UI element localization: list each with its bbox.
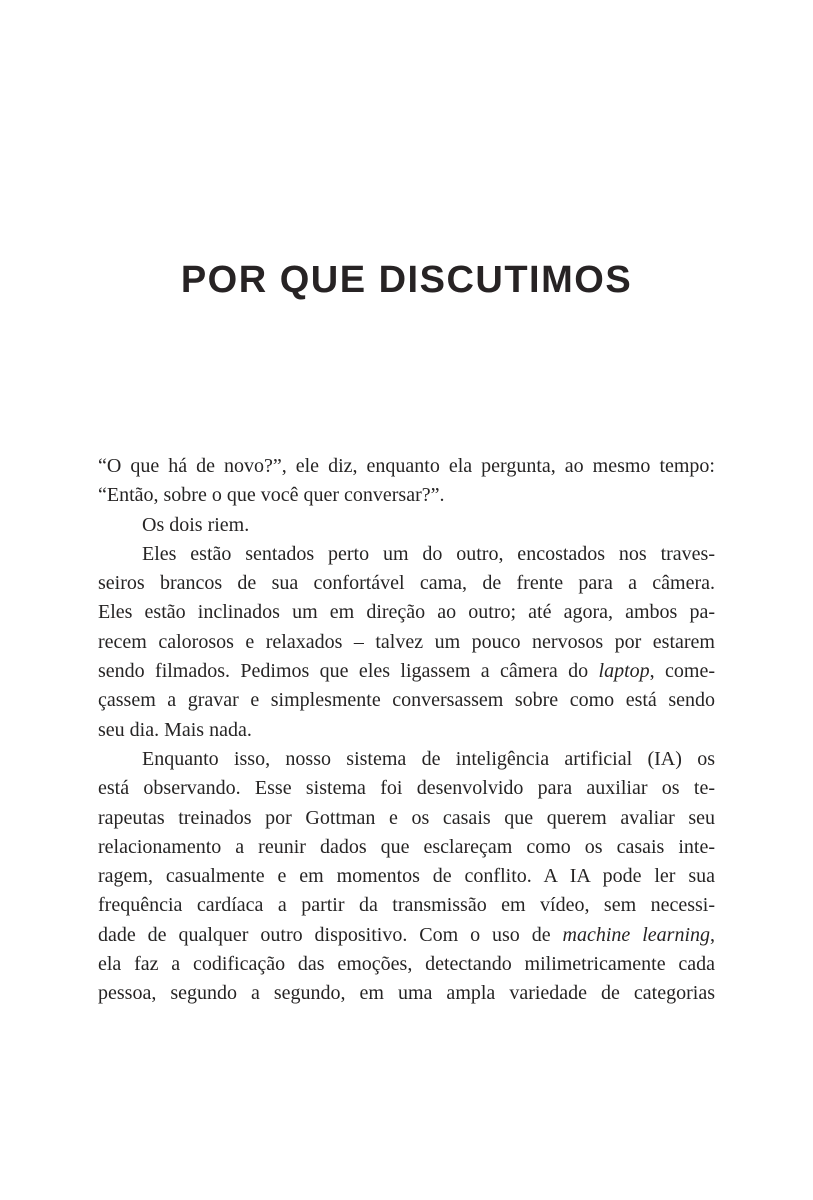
text-line: pessoa, segundo a segundo, em uma ampla variedade de categorias: [98, 982, 715, 1005]
text-line: dade de qualquer outro dispositivo. Com o uso de machine learning,: [98, 923, 715, 946]
italic-term: machine learning: [562, 923, 711, 946]
text-line: Eles estão sentados perto um do outro, encostados nos traves-: [142, 542, 715, 565]
text-line: çassem a gravar e simplesmente conversassem sobre como está sendo: [98, 689, 715, 712]
text-line: rapeutas treinados por Gottman e os casais que querem avaliar seu: [98, 806, 715, 829]
text-line: Eles estão inclinados um em direção ao outro; até agora, ambos pa-: [98, 601, 715, 624]
text-line: recem calorosos e relaxados – talvez um pouco nervosos por estarem: [98, 630, 715, 653]
text-line: seiros brancos de sua confortável cama, de frente para a câmera.: [98, 572, 715, 595]
text-line: “Então, sobre o que você quer conversar?”.: [98, 484, 445, 507]
text-line: está observando. Esse sistema foi desenvolvido para auxiliar os te-: [98, 777, 715, 800]
text-line: seu dia. Mais nada.: [98, 718, 252, 741]
body-text: [98, 452, 715, 1009]
text-line: relacionamento a reunir dados que esclareçam como os casais inte-: [98, 835, 715, 858]
chapter-title: POR QUE DISCUTIMOS: [180, 259, 633, 301]
italic-term: laptop: [598, 660, 650, 683]
text-line: frequência cardíaca a partir da transmissão em vídeo, sem necessi-: [98, 894, 715, 917]
text-line: ela faz a codificação das emoções, detectando milimetricamente cada: [98, 953, 715, 976]
text-line: sendo filmados. Pedimos que eles ligassem a câmera do laptop, come-: [98, 660, 715, 683]
text-line: Enquanto isso, nosso sistema de inteligência artificial (IA) os: [142, 747, 715, 770]
text-line: “O que há de novo?”, ele diz, enquanto ela pergunta, ao mesmo tempo:: [98, 455, 715, 477]
text-line: Os dois riem.: [142, 513, 250, 536]
text-line: ragem, casualmente e em momentos de conflito. A IA pode ler sua: [98, 865, 715, 888]
